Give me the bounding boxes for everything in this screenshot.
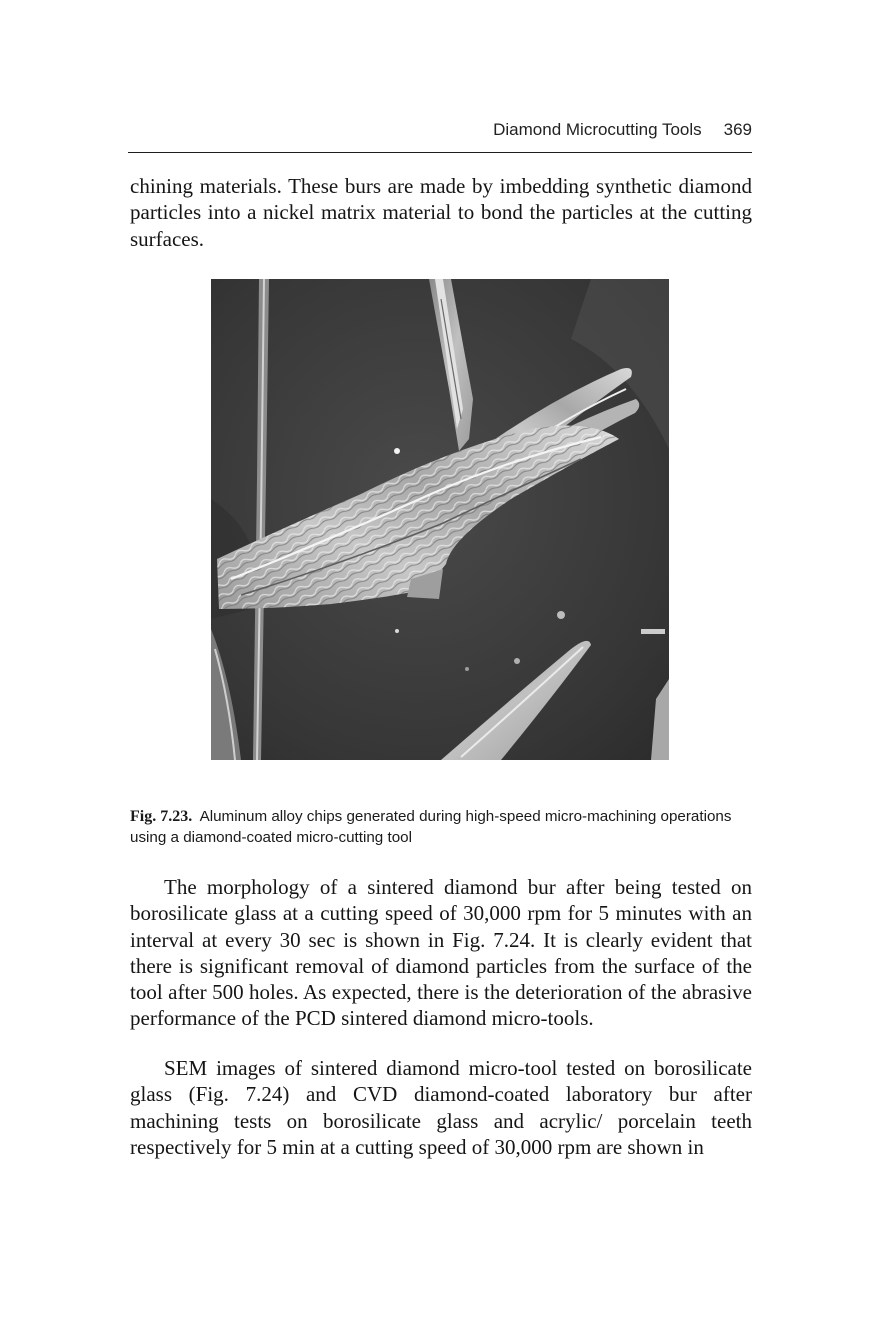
page-number: 369 xyxy=(723,120,752,139)
body-paragraph-2: SEM images of sintered diamond micro-tool tested on borosilicate glass (Fig. 7.24) and CVD diamond-coated laboratory bur after machining tests on borosilicate glass and acrylic/ porcelain teeth respectively for 5 min at a cutting speed of 30,000 rpm are shown in xyxy=(130,1056,752,1159)
figure-caption-text: Aluminum alloy chips generated during high-speed micro-machining operations using a diamond-coated micro-cutting tool xyxy=(130,808,732,846)
running-head xyxy=(128,120,752,148)
sem-micrograph xyxy=(211,279,669,760)
header-rule xyxy=(128,152,752,153)
body-paragraph-top: chining materials. These burs are made by imbedding synthetic diamond particles into a nickel matrix material to bond the particles at the cutting surfaces. xyxy=(130,174,752,251)
figure-label: Fig. 7.23. xyxy=(130,808,193,825)
running-title: Diamond Microcutting Tools xyxy=(493,120,702,139)
body-paragraph-1: The morphology of a sintered diamond bur after being tested on borosilicate glass at a cutting speed of 30,000 rpm for 5 minutes with an interval at every 30 sec is shown in Fig. 7.24. It is clearly evident that there is significant removal of diamond particles from the surface of the tool after 500 holes. As expected, there is the deterioration of the abrasive performance of the PCD sintered diamond micro-tools. xyxy=(130,875,752,1031)
figure-caption xyxy=(130,806,752,848)
